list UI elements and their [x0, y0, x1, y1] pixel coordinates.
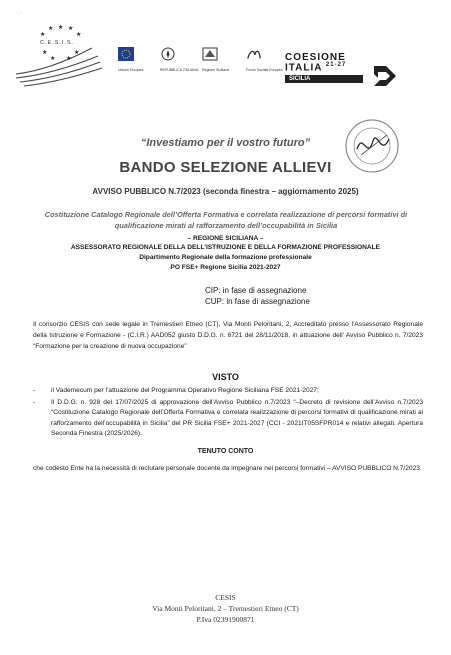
costituzione-text: Costituzione Catalogo Regionale dell’Offerta Formativa e correlata realizzazione di percorsi formativi di qualificazione mirati al rafforzamento dell’occupabilità in Sicilia [44, 210, 408, 230]
footer-address: Via Monti Peloritani, 2 – Tremestieri Etneo (CT) [152, 604, 299, 613]
intro-paragraph: Il consorzio CESIS con sede legale in Tremestieri Etneo (CT), Via Monti Peloritani, 2, Accreditato presso l’Assessorato Regionale della Istruzione e Formazione - (C.I.R.) AAD052 giusto D.D.G. n. 6721 del 28/11/2018, in attuazione dell’ Avviso Pubblico n. 7/2023 “Formazione per la creazione di nuova occupazione” [33, 321, 423, 350]
svg-text:★: ★ [50, 55, 56, 62]
footer-piva: P.Iva 02391900871 [196, 615, 255, 624]
assessorato-heading: ASSESSORATO REGIONALE DELLA DELL’ISTRUZIONE E DELLA FORMAZIONE PROFESSIONALE [70, 244, 381, 251]
regione-logo [202, 47, 229, 77]
cesis-name: C.E.S.I.S. [40, 40, 75, 46]
svg-text:★: ★ [40, 31, 46, 38]
cesis-logo [14, 8, 104, 88]
fse-caption: Fondo Sociale Europeo [246, 68, 283, 72]
coesione-line1: COESIONE [285, 52, 346, 63]
svg-text:★: ★ [74, 49, 80, 56]
regione-caption: Regione Siciliana [202, 68, 230, 72]
avviso-heading: AVVISO PUBBLICO N.7/2023 (seconda finestra – aggiornamento 2025) [92, 187, 359, 196]
regione-sicilia-icon [202, 47, 218, 61]
po-fse-heading: PO FSE+ Regione Sicilia 2021-2027 [170, 264, 281, 271]
eu-logo [118, 47, 143, 77]
svg-text:★: ★ [42, 49, 48, 56]
page-title: BANDO SELEZIONE ALLIEVI [119, 159, 332, 176]
footer [0, 592, 451, 625]
list-bullet: - [33, 387, 36, 394]
coesione-region: SICILIA [285, 75, 363, 83]
svg-text:★: ★ [66, 55, 72, 62]
list-item: - Il D.D.G. n. 928 del 17/07/2025 di approvazione dell’Avviso Pubblico n.7/2023 “–Decreto di revisione dell’Avviso n.7/2023 “Costituzione Catalogo Regionale dell’Offerta Formativa e correlata realizzazione di percorsi formativi di qualificazione mirati al rafforzamento dell’occupabilità in Sicilia” del PR Sicilia FSE+ 2021-2027 (CCI - 2021IT05SFPR014 e relativi allegati. Apertura Seconda Finestra (2025/2026). [33, 398, 423, 437]
fse-logo [246, 47, 283, 77]
repubblica-logo [160, 47, 198, 77]
fse-logo-icon [246, 47, 262, 61]
svg-text:★: ★ [58, 24, 64, 31]
svg-text:★: ★ [48, 25, 54, 32]
eu-caption: Unione Europea [118, 68, 144, 72]
visto-list [33, 386, 423, 441]
svg-text:★: ★ [68, 25, 74, 32]
tenuto-conto-text: che codesto Ente ha la necessità di reclutare personale docente da impegnare nei percorsi formativi – AVVISO PUBBLICO N.7/2023. [33, 465, 422, 472]
tenuto-conto-heading: TENUTO CONTO [197, 448, 254, 455]
repubblica-caption: REPUBBLICA ITALIANA [160, 68, 199, 72]
coesione-arrow-icon [372, 62, 398, 90]
list-bullet: - [33, 398, 36, 406]
footer-name: CESIS [215, 593, 236, 602]
cup-line: CUP: in fase di assegnazione [205, 297, 310, 306]
coesione-line2: ITALIA $^{21-27}$ [285, 62, 347, 74]
cip-line: CIP: in fase di assegnazione [205, 286, 307, 295]
list-item: - il Vademecum per l’attuazione del Programma Operativo Regione Siciliana FSE 2021-2027; [33, 386, 423, 397]
svg-text:· , ·: · , · [16, 10, 23, 15]
motto: “Investiamo per il vostro futuro” [140, 137, 311, 149]
regione-heading: – REGIONE SICILIANA – [187, 235, 264, 242]
svg-text:★: ★ [76, 31, 82, 38]
repubblica-emblem-icon [160, 47, 176, 61]
coesione-years: 21-27 [325, 62, 347, 68]
dipartimento-heading: Dipartimento Regionale della formazione professionale [139, 254, 312, 261]
eu-flag-icon [118, 47, 134, 61]
visto-heading: VISTO [212, 372, 239, 382]
